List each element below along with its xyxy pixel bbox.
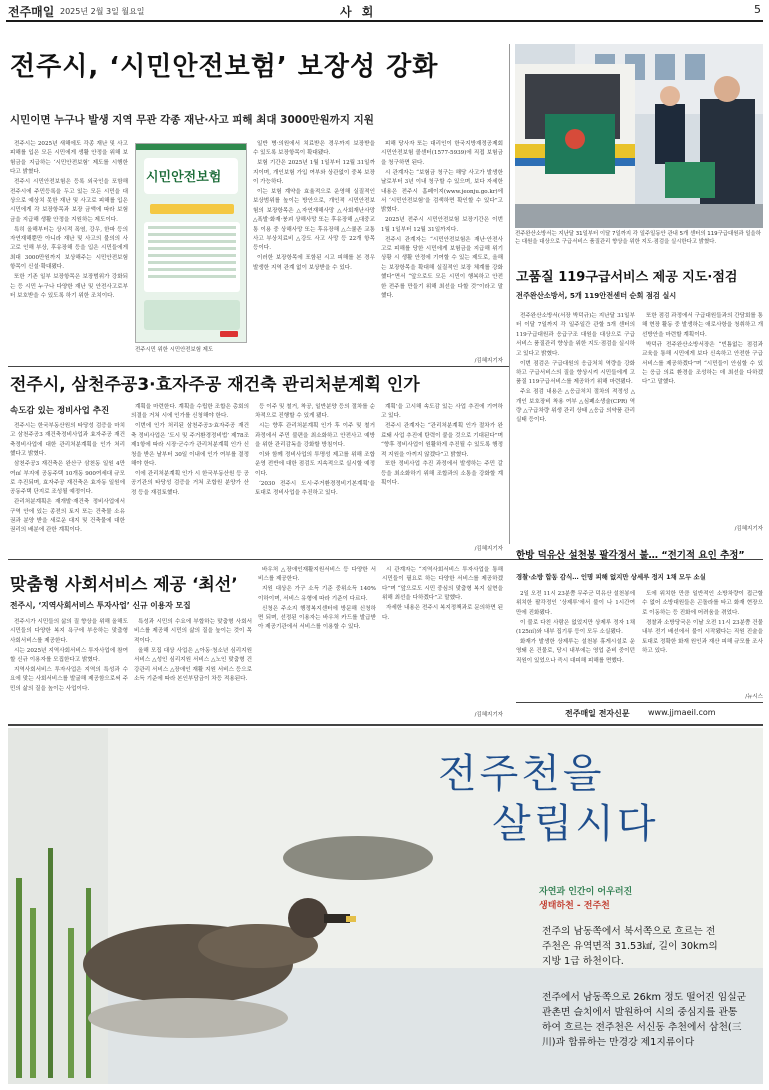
article5-col2 [134,618,252,718]
ad-title-line1: 전주천을 [438,751,605,797]
paragraph: 이 불로 다친 사람은 없었지만 상제루 정자 1채(125㎡)와 내부 집기류 등이 모두 소실됐다. [516,619,635,636]
paragraph: 전주시 관계자는 “관리처분계획 인가 절차가 완료돼 사업 추진에 탄력이 붙을 것으로 기대된다”며 “향후 정비사업이 원활하게 추진될 수 있도록 행정적 지원을 아끼지 않겠다”고 밝혔다. [381,423,503,458]
article2-subhead: 전주완산소방서, 5개 119안전센터 순회 점검 실시 [516,291,677,300]
paragraph: 또한 점검 과정에서 구급대원들과의 간담회를 통해 현장 활동 중 발생하는 애로사항을 청취하고 개선방안을 마련할 계획이다. [642,313,763,338]
epaper-rule [516,702,763,703]
section-title: 사 회 [340,5,377,19]
paragraph: 관리처분계획은 재개발·재건축 정비사업에서 구역 안에 있는 종전의 토지 또는 건축물 소유권과 분양 받을 새로운 대지 및 건축물에 대한 권리의 배분에 관한 계획이다. [10,499,125,534]
paragraph: 특성과 시민의 수요에 부합하는 맞춤형 사회서비스를 제공해 시민의 삶의 질을 높이는 것이 목적이다. [134,619,252,644]
paragraph: 전주시 관계자는 “시민안전보험은 재난·안전사고로 피해를 당한 시민에게 보험금을 지급해 위기 상황 시 생활 안정에 기여할 수 있는 제도로, 올해는 보장항목을 확대해 실질적인 보장 체계를 강화했다”면서 “앞으로도 모든 시민이 행복하고 안전한 전주를 만들기 위해 최선을 다할 것”이라고 말했다. [381,236,503,299]
insurance-poster [135,143,247,343]
paragraph: 시 관계자는 “보험금 청구는 해당 사고가 발생한 날로부터 3년 이내 청구할 수 있으며, 보다 자세한 내용은 전주시 홈페이지(www.jeonju.go.kr)에서 ‘시민안전보험’을 검색하면 확인할 수 있다”고 밝혔다. [381,169,503,214]
article3-byline: /김혜지기자 [474,546,503,552]
section-rule [8,366,509,367]
article2-byline: /김혜지기자 [734,526,763,532]
article4-col2 [642,590,763,688]
paragraph: 이번 점검은 구급대원의 응급처치 역량을 강화하고 구급서비스의 질을 향상시켜 시민들에게 고품질 119구급서비스를 제공하기 위해 마련됐다. [516,360,635,386]
ad-title-line2: 살립시다 [492,801,659,847]
paragraph: 전주시가 시민들의 삶의 질 향상을 위해 올해도 시민들의 다양한 복지 욕구에 부응하는 맞춤형 사회서비스를 제공한다. [10,619,128,644]
publication-name: 전주매일 [8,5,55,19]
paragraph: 삼천주공3 재건축은 완산구 삼천동 일원 4만여㎡ 부지에 공동주택 10개동 900여세대 규모로 추진되며, 효자주공 재건축은 효자동 일원에 공동주택 단지로 조성될 예정이다. [10,461,125,496]
paragraph: 계획을 마련한다. 계획을 수립한 조합은 총회의 의결을 거쳐 시에 인가를 신청해야 한다. [131,404,249,420]
poster-logo [220,331,238,337]
article5-col3 [258,566,376,718]
article5-col4 [382,566,503,706]
article4-byline: /뉴시스 [745,694,763,700]
paragraph: 올해 모집 대상 사업은 △아동·청소년 심리지원 서비스 △성인 심리지원 서비스 △노인 맞춤형 건강관리 서비스 △장애인 재활 지원 서비스 등으로 소득 기준에 따라 본인부담금이 차등 적용된다. [134,647,252,682]
ad-paragraph-1: 전주의 남동쪽에서 북서쪽으로 흐르는 전주천은 유역면적 31.53㎢, 길이 30km의 지방 1급 하천이다. [542,926,718,967]
article5-col1 [10,618,128,718]
article5-headline: 맞춤형 사회서비스 제공 ‘최선’ [10,575,238,595]
poster-table [144,222,240,292]
paragraph: 시 관계자는 “지역사회서비스 투자사업을 통해 시민들이 필요로 하는 다양한 서비스를 제공하겠다”며 “앞으로도 시민 중심의 맞춤형 복지 실현을 위해 최선을 다하겠다”고 말했다. [382,567,503,602]
article2-headline: 고품질 119구급서비스 제공 지도·점검 [516,270,738,285]
paragraph: 또한 정비사업 추진 과정에서 발생하는 주민 갈등을 최소화하기 위해 조합과의 소통을 강화할 계획이다. [381,461,503,487]
poster-band [136,144,246,150]
article1-subheadline: 시민이면 누구나 발생 지역 무관 각종 재난·사고 피해 최대 3000만원까지 지원 [10,114,374,126]
paragraph: 시는 향후 관리처분계획 인가 후 이주 및 철거 과정에서 주민 불편을 최소화하고 안전사고 예방을 위한 관리감독을 강화할 방침이다. [255,423,375,449]
paragraph: 또한 기존 일부 보장항목은 보장범위가 강화되는 등 시민 누구나 다양한 재난 및 안전사고로부터 보호받을 수 있도록 하기 위한 조치이다. [10,274,128,299]
paragraph: 전주시는 2025년 새해에도 각종 재난 및 사고 피해를 입은 모든 시민에게 생활 안정을 위해 보험금을 지급하는 ‘시민안전보험’ 제도를 시행한다고 밝혔다. [10,141,128,176]
paragraph: 피해 당사자 또는 대리인이 한국지방재정공제회 시민안전보험 콜센터(1577-5939)에 직접 보험금을 청구하면 된다. [381,141,503,166]
paragraph: 경찰과 소방당국은 이날 오전 11시 23분쯤 건물 내부 전기 배선에서 불이 시작됐다는 직원 진술을 토대로 정확한 화재 원인과 재산 피해 규모를 조사하고 있다. [642,619,763,654]
epaper-url[interactable]: www.jjmaeil.com [648,708,716,717]
ambulance-photo [515,44,763,228]
article4-col1 [516,590,635,700]
paragraph: 도에 위치한 만큼 일반적인 소방차량이 접근할 수 없어 소방대원들은 곤돌라를 타고 화재 현장으로 이동하는 등 진화에 어려움을 겪었다. [642,591,763,616]
paragraph: 이번에 인가 처리된 삼천주공3·효자주공 재건축 정비사업은 ‘도시 및 주거환경정비법’ 제78조제1항에 따라 시장·군수가 관리처분계획 인가 신청을 받은 날부터 30일 이내에 인가 여부를 결정해야 한다. [131,423,249,467]
article1-byline: /김혜지기자 [474,358,503,364]
paragraph: 주요 점검 내용은 △응급처치 절차의 적정성 △개인 보호장비 착용 여부 △심폐소생술(CPR) 역량 △구급차량 위생 관리 상태 △응급 의약품 관리 실태 등이다. [516,389,635,424]
paragraph: 보험 기간은 2025년 1월 1일부터 12월 31일까지이며, 개인보험 가입 여부와 상관없이 중복 보장이 가능하다. [253,160,375,186]
ambulance-photo-caption: 전주완산소방서는 지난달 31일부터 이달 7일까지 각 일주일동안 관내 5개 센터의 119구급대원과 일을하는 대원을 대상으로 구급서비스 품질관리 향상을 위한 지도·점검을 실시한다고 밝혔다. [515,231,761,245]
article3-col1 [10,422,125,542]
issue-date: 2025년 2월 3일 월요일 [60,7,145,16]
paragraph: 전주완산소방서(서장 박덕규)는 지난달 31일부터 이달 7일까지 각 일주일간 관할 5개 센터의 119구급대원과 응급구조 대원을 대상으로 구급서비스 품질관리 향상을 위한 지도·점검을 실시하고 있다고 밝혔다. [516,313,635,357]
article3-subhead: 속도감 있는 정비사업 추진 [10,406,110,416]
article3-col2 [131,403,249,543]
article4-subhead: 경찰·소방 합동 감식… 인명 피해 없지만 상세루 정지 1채 모두 소실 [516,573,706,581]
paragraph: 이는 보험 계약을 효율적으로 운영해 실질적인 보상범위를 높이는 방안으로, 개인적 시민안전보험의 보장항목은 △자연재해사망 △사회재난사망 △폭발·화재·붕괴 상해사망 또는 후유장해 △대중교통 이용 중 상해사망 또는 후유장해 △스쿨존 교통사고 부상치료비 △강도 사고 사망 등 22개 항목 등이다. [253,189,375,252]
paragraph: 특히 올해부터는 상시적 폭염, 강우, 한파 등의 자연재해뿐만 아니라 재난 및 사고의 불의의 사고로 인해 부상, 후유장해 등을 입은 시민들에게 최대 3000만원까지 보상해주는 시민안전보험 항목이 신설·확대됐다. [10,226,128,271]
epaper-label: 전주매일 전자신문 [565,709,630,718]
paragraph: 이에 관리처분계획 인가 시 한국부동산원 등 공공기관의 타당성 검증을 거쳐 조합원 분양가 산정 등을 재검토했다. [131,470,249,496]
paragraph: 일반 병·의원에서 치료받은 경우까지 보장받을 수 있도록 보장항목이 확대됐다. [253,141,375,157]
poster-highlight [150,204,234,214]
paragraph: 등 이주 및 철거, 착공, 일반분양 등의 절차를 순차적으로 진행할 수 있게 됐다. [255,404,375,420]
article5-subhead: 전주시, ‘지역사회서비스 투자사업’ 신규 이용자 모집 [10,601,191,610]
article1-col2 [253,140,375,362]
paragraph: 박덕규 전주완산소방서장은 “빈틈없는 점검과 교육을 통해 시민에게 보다 신속하고 안전한 구급서비스를 제공하겠다”며 “시민들이 안심할 수 있는 응급 의료 환경을 조성하는 데 최선을 다하겠다”고 말했다. [642,341,763,386]
poster-caption: 전주시민 위한 시민안전보험 제도 [135,347,214,353]
ad-badge-line1: 자연과 인간이 어우러진 [539,887,633,897]
paragraph: 2일 오전 11시 23분쯤 무주군 덕유산 설천봉에 위치한 팔각정인 ‘상제루’에서 불이 나 1시간여 만에 진화됐다. [516,591,635,616]
paragraph: 바우처 △장애인재활지원서비스 등 다양한 서비스를 제공한다. [258,567,376,583]
paragraph: 2025년 전주시 시민안전보험 보장기간은 이번 1월 1일부터 12월 31일까지다. [381,217,503,233]
ad-top-rule [8,724,763,726]
paragraph: 계획’을 고시해 속도감 있는 사업 추진에 기여하고 있다. [381,404,503,420]
paragraph: 전주시는 한국부동산원의 타당성 검증을 마치고 삼천주공3 재건축정비사업과 효자주공 재건축정비사업에 대한 관리처분계획을 인가 처리했다고 밝혔다. [10,423,125,458]
masthead-rule [6,20,763,22]
article2-col2 [642,312,763,520]
article1-col3 [381,140,503,355]
poster-footer [144,300,240,330]
poster-title: 시민안전보험 [146,170,222,185]
paragraph: 전주시 시민안전보험은 등록 외국인을 포함해 전주시에 주민등록을 두고 있는 모든 시민을 대상으로 예상치 못한 재난 및 사고로 피해를 입은 시민에게 각 보장항목과 보장 금액에 따라 보험금을 지급해 생활 안정을 지원하는 제도이다. [10,179,128,223]
article5-byline: /김혜지기자 [474,712,503,718]
paragraph: 지역사회서비스 투자사업은 지역의 특성과 수요에 맞는 사회서비스를 발굴해 제공함으로써 주민의 삶의 질을 높이는 사업이다. [10,667,128,692]
ambulance-photo-illustration [515,44,763,228]
article2-col1 [516,312,635,542]
article4-headline: 한방 덕유산 설천봉 팔각정서 불… “전기적 요인 추정” [516,550,745,561]
paragraph: 신청은 주소지 행정복지센터에 방문해 신청하면 되며, 선정된 이용자는 바우처 카드를 발급받아 제공기관에서 서비스를 이용할 수 있다. [258,605,376,631]
article3-col4 [381,403,503,533]
paragraph: 지원 대상은 가구 소득 기준 중위소득 140% 이하이며, 서비스 유형에 따라 기준이 다르다. [258,586,376,602]
paragraph: 화재가 발생한 상제루는 설천봉 휴게시설로 운영돼 온 건물로, 당시 내부에는 영업 준비 중이던 직원이 있었으나 즉시 대피해 피해를 면했다. [516,639,635,664]
river-campaign-ad [8,728,763,1084]
article3-headline: 전주시, 삼천주공3·효자주공 재건축 관리처분계획 인가 [10,375,420,395]
paragraph: ‘2030 전주시 도시·주거환경정비기본계획’을 토대로 정비사업을 추진하고 있다. [255,480,375,497]
ad-paragraph-2: 전주에서 남동쪽으로 26km 정도 떨어진 임실군 관촌면 슬치에서 발원하여 시의 중심지를 관통 하여 흐르는 전주천은 서신동 추천에서 삼천(三川)과 합류하는 만경강 제1지류이다 [542,992,747,1048]
paragraph: 시는 2025년 지역사회서비스 투자사업에 참여할 신규 이용자를 모집한다고 밝혔다. [10,647,128,664]
article1-headline: 전주시, ‘시민안전보험’ 보장성 강화 [10,52,439,82]
article3-col3 [255,403,375,543]
column-divider [509,44,510,544]
ad-badge-line2: 생태하천 - 전주천 [539,901,610,911]
paragraph: 이와 함께 정비사업의 투명성 제고를 위해 조합 운영 전반에 대한 점검도 지속적으로 실시할 예정이다. [255,452,375,477]
article1-col1 [10,140,128,355]
paragraph: 이러한 보장항목에 포함된 시고 피해를 본 경우 발생한 지역 관계 없이 보상받을 수 있다. [253,255,375,271]
page-number: 5 [754,3,761,16]
paragraph: 자세한 내용은 전주시 복지정책과로 문의하면 된다. [382,605,503,621]
